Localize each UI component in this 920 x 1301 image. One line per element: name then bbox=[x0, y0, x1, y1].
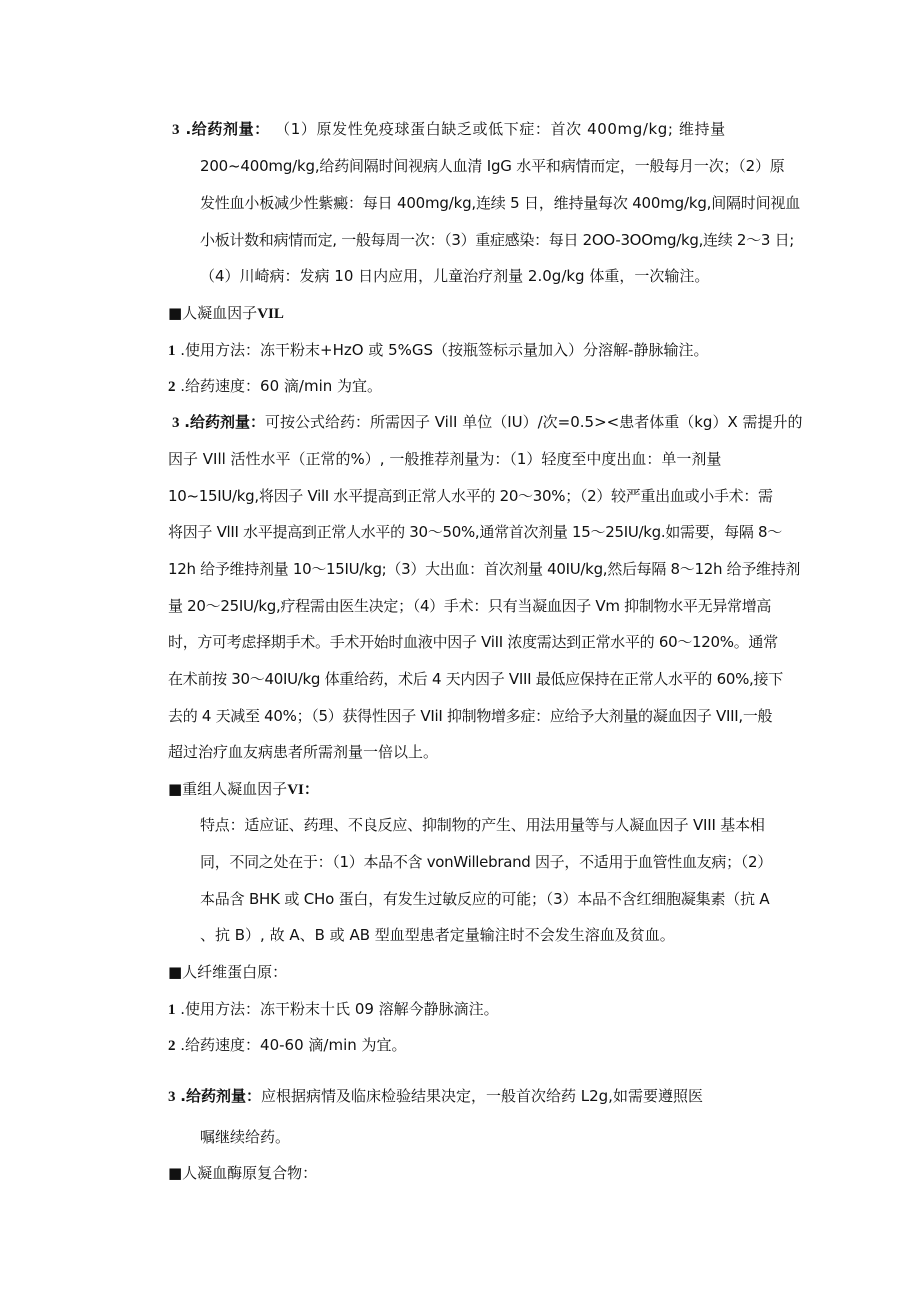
item-label: .给药剂量： bbox=[184, 413, 265, 431]
text-line: 发性血小板减少性紫癜：每日 400mg/kg,连续 5 日，维持量每次 400mg/kg,间隔时间视血 bbox=[200, 194, 801, 212]
text-line: （4）川崎病：发病 10 日内应用，儿童治疗剂量 2.0g/kg 体重，一次输注。 bbox=[200, 267, 710, 285]
text-line: 应根据病情及临床检验结果决定，一般首次给药 L2g,如需要遵照医 bbox=[260, 1087, 703, 1105]
text-line: 本品含 BHK 或 CHo 蛋白，有发生过敏反应的可能；（3）本品不含红细胞凝集素（抗 A bbox=[200, 890, 770, 908]
section-header-fibrinogen: ■人纤维蛋白原： bbox=[168, 963, 288, 981]
sec4-item3 bbox=[168, 1086, 703, 1107]
header-latin: VIL bbox=[257, 306, 284, 322]
item-number: 1 bbox=[168, 343, 176, 359]
text-line: 量 20～25IU/kg,疗程需由医生决定；（4）手术：只有当凝血因子 Vm 抑制物水平无异常增高 bbox=[168, 597, 772, 615]
text-line: 同，不同之处在于：（1）本品不含 vonWillebrand 因子，不适用于血管性血友病；（2） bbox=[200, 853, 772, 871]
text-line: 小板计数和病情而定, 一般每周一次：（3）重症感染：每日 2OO-3OOmg/kg,连续 2～3 日; bbox=[200, 231, 795, 249]
text-line: 超过治疗血友病患者所需剂量一倍以上。 bbox=[168, 743, 439, 761]
text-line: 12h 给予维持剂量 10～15IU/kg;（3）大出血：首次剂量 40IU/kg,然后每隔 8～12h 给予维持剂 bbox=[168, 560, 801, 578]
item-number: 3 bbox=[168, 1089, 176, 1105]
sec4-item2 bbox=[168, 1035, 407, 1056]
header-text: ■重组人凝血因子 bbox=[168, 780, 288, 798]
item-text: .给药速度：60 滴/min 为宜。 bbox=[180, 377, 383, 395]
text-line: 可按公式给药：所需因子 VilI 单位（IU）/次=0.5><患者体重（kg）X 需提升的 bbox=[264, 413, 803, 431]
item-number: 2 bbox=[168, 379, 176, 395]
item-text: .使用方法：冻干粉末十氏 09 溶解今静脉滴注。 bbox=[180, 1000, 499, 1018]
text-line: 因子 VIll 活性水平（正常的%）, 一般推荐剂量为：（1）轻度至中度出血：单一剂量 bbox=[168, 450, 722, 468]
text-line: 10~15IU/kg,将因子 VilI 水平提高到正常人水平的 20～30%；（2）较严重出血或小手术：需 bbox=[168, 487, 773, 505]
item-number: 3 bbox=[172, 122, 181, 138]
header-latin: VI： bbox=[287, 782, 319, 798]
text-line: 特点：适应证、药理、不良反应、抑制物的产生、用法用量等与人凝血因子 VIII 基本相 bbox=[200, 816, 765, 834]
item-number: 3 bbox=[172, 415, 180, 431]
text-line: （1）原发性免疫球蛋白缺乏或低下症：首次 400mg/kg; 维持量 bbox=[275, 120, 726, 138]
item-text: .使用方法：冻干粉末+HzO 或 5%GS（按瓶签标示量加入）分溶解-静脉输注。 bbox=[180, 341, 709, 359]
item-text: .给药速度：40-60 滴/min 为宜。 bbox=[180, 1036, 407, 1054]
section-header-prothrombin-complex: ■人凝血酶原复合物： bbox=[168, 1164, 318, 1182]
sec2-item3 bbox=[172, 412, 802, 433]
header-text: ■人凝血因子 bbox=[168, 304, 258, 322]
item-label: .给药剂量： bbox=[180, 1087, 261, 1105]
item-number: 1 bbox=[168, 1002, 176, 1018]
text-line: 嘱继续给药。 bbox=[200, 1128, 291, 1146]
section-header-recombinant-factor bbox=[168, 779, 319, 800]
text-line: 时，方可考虑择期手术。手术开始时血液中因子 ViII 浓度需达到正常水平的 60～120%。通常 bbox=[168, 633, 778, 651]
item-label: .给药剂量： bbox=[185, 120, 270, 138]
sec4-item1 bbox=[168, 999, 499, 1020]
text-line: 、抗 B）, 故 A、B 或 AB 型血型患者定量输注时不会发生溶血及贫血。 bbox=[200, 926, 675, 944]
sec2-item1 bbox=[168, 340, 708, 361]
sec2-item2 bbox=[168, 376, 382, 397]
text-line: 200~400mg/kg,给药间隔时间视病人血清 IgG 水平和病情而定，一般每月一次；（2）原 bbox=[200, 157, 785, 175]
text-line: 在术前按 30～40IU/kg 体重给药，术后 4 天内因子 VIII 最低应保持在正常人水平的 60%,接下 bbox=[168, 670, 783, 688]
section-header-factor-viii bbox=[168, 303, 284, 324]
text-line: 去的 4 天减至 40%；（5）获得性因子 VIiI 抑制物增多症：应给予大剂量的凝血因子 VIII,一般 bbox=[168, 707, 773, 725]
item-number: 2 bbox=[168, 1038, 176, 1054]
sec1-item3-first-line bbox=[172, 119, 726, 140]
text-line: 将因子 VlII 水平提高到正常人水平的 30～50%,通常首次剂量 15～25IU/kg.如需要，每隔 8～ bbox=[168, 523, 782, 541]
